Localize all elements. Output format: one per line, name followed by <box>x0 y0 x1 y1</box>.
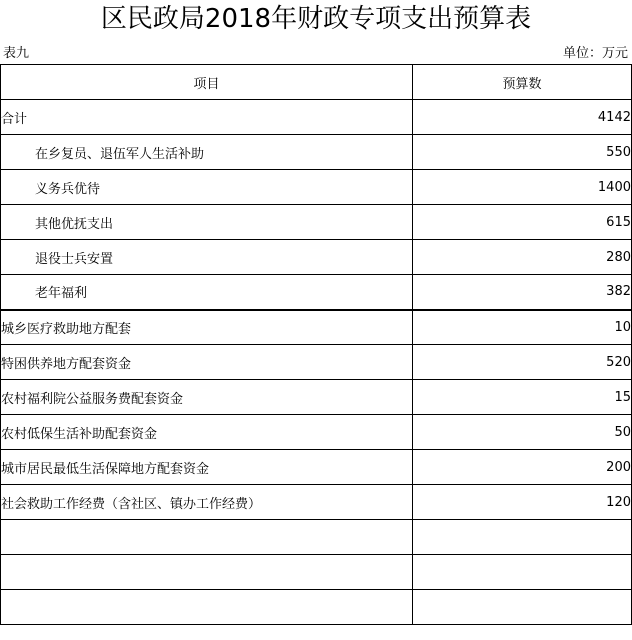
row-amount: 50 <box>413 415 632 450</box>
table-row <box>1 170 632 205</box>
row-item: 老年福利 <box>1 275 413 310</box>
row-item: 在乡复员、退伍军人生活补助 <box>1 135 413 170</box>
row-amount: 10 <box>413 310 632 345</box>
row-item: 社会救助工作经费（含社区、镇办工作经费） <box>1 485 413 520</box>
column-header-item: 项目 <box>1 65 413 100</box>
row-item: 义务兵优待 <box>1 170 413 205</box>
row-item: 农村福利院公益服务费配套资金 <box>1 380 413 415</box>
row-item: 城市居民最低生活保障地方配套资金 <box>1 450 413 485</box>
table-row <box>1 380 632 415</box>
table-number: 表九 <box>3 46 30 61</box>
row-amount: 280 <box>413 240 632 275</box>
row-amount: 1400 <box>413 170 632 205</box>
unit-label: 单位：万元 <box>562 46 628 61</box>
table-row <box>1 450 632 485</box>
row-amount: 120 <box>413 485 632 520</box>
row-item: 合计 <box>1 100 413 135</box>
table-row <box>1 310 632 345</box>
table-header-row <box>1 65 632 100</box>
row-amount <box>413 555 632 590</box>
table-row <box>1 135 632 170</box>
budget-table <box>0 64 632 625</box>
row-item: 城乡医疗救助地方配套 <box>1 310 413 345</box>
table-row <box>1 345 632 380</box>
page-title: 区民政局2018年财政专项支出预算表 <box>100 4 532 34</box>
row-amount: 15 <box>413 380 632 415</box>
table-row <box>1 485 632 520</box>
row-item <box>1 555 413 590</box>
row-amount: 382 <box>413 275 632 310</box>
table-row <box>1 590 632 625</box>
row-item: 其他优抚支出 <box>1 205 413 240</box>
row-amount: 520 <box>413 345 632 380</box>
row-item: 特困供养地方配套资金 <box>1 345 413 380</box>
table-body <box>1 100 632 625</box>
row-amount <box>413 520 632 555</box>
row-amount <box>413 590 632 625</box>
row-item <box>1 520 413 555</box>
table-row <box>1 415 632 450</box>
row-item <box>1 590 413 625</box>
row-amount: 4142 <box>413 100 632 135</box>
table-meta <box>0 36 632 64</box>
table-row <box>1 100 632 135</box>
row-amount: 615 <box>413 205 632 240</box>
table-row <box>1 275 632 310</box>
row-item: 农村低保生活补助配套资金 <box>1 415 413 450</box>
column-header-amount: 预算数 <box>413 65 632 100</box>
row-item: 退役士兵安置 <box>1 240 413 275</box>
table-row <box>1 205 632 240</box>
row-amount: 200 <box>413 450 632 485</box>
table-row <box>1 240 632 275</box>
row-amount: 550 <box>413 135 632 170</box>
table-row <box>1 520 632 555</box>
table-row <box>1 555 632 590</box>
